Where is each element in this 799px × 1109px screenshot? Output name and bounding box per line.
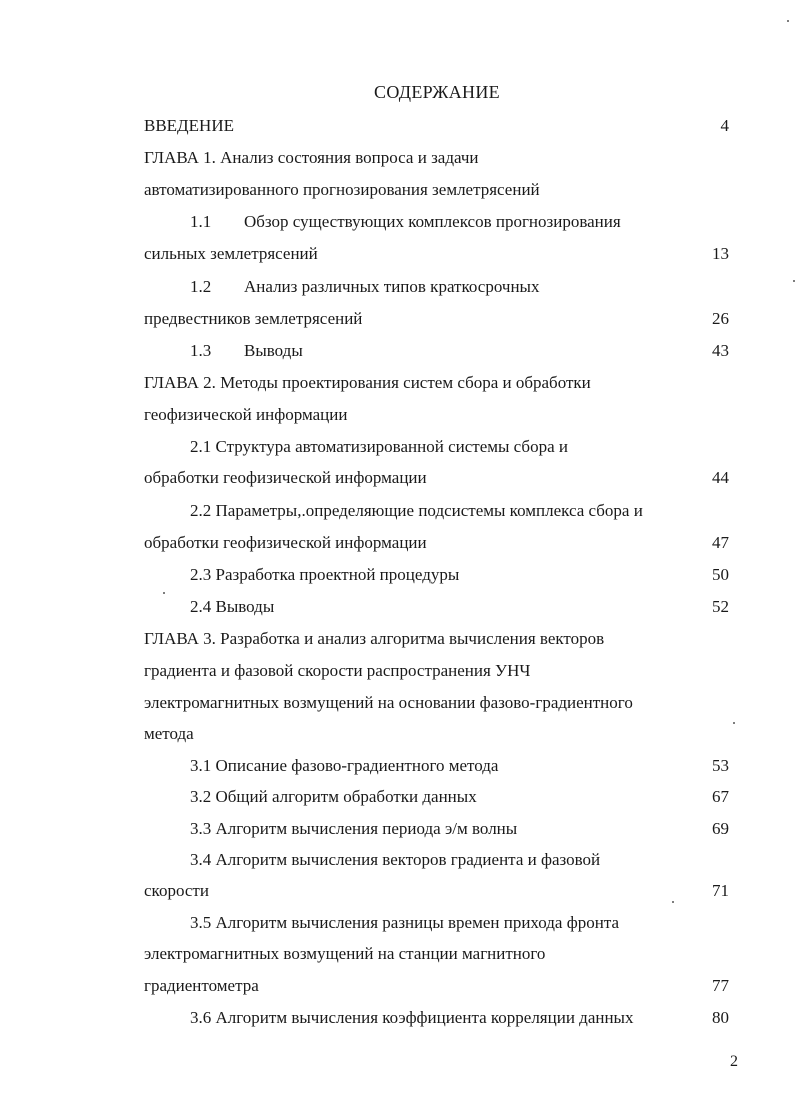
toc-3-5-page: 77 [712,976,729,995]
toc-ch3-heading-line4: метода [144,724,194,743]
scan-speck [672,901,674,903]
toc-3-4-title-line1: 3.4 Алгоритм вычисления векторов градиента и фазовой [190,850,601,869]
toc-2-1-page: 44 [712,468,729,487]
toc-ch3-heading-line3: электромагнитных возмущений на основании фазово-градиентного [144,693,633,712]
toc-ch1-heading-line1: ГЛАВА 1. Анализ состояния вопроса и задачи [144,148,479,167]
scan-speck [163,592,165,594]
toc-3-5-title-line3: градиентометра [144,976,259,995]
toc-ch3-heading-line2: градиента и фазовой скорости распространения УНЧ [144,661,531,680]
toc-ch2-heading-line2: геофизической информации [144,405,348,424]
toc-2-3-page: 50 [712,565,729,584]
toc-3-6-page: 80 [712,1008,729,1027]
toc-1-2-page: 26 [712,309,729,328]
toc-1-3-page: 43 [712,341,729,360]
toc-1-1-number: 1.1 [190,212,212,231]
toc-1-1-title-line2: сильных землетрясений [144,244,318,263]
toc-intro-label: ВВЕДЕНИЕ [144,116,234,135]
toc-3-3-page: 69 [712,819,729,838]
toc-intro-page: 4 [720,116,729,135]
toc-ch1-heading-line2: автоматизированного прогнозирования землетрясений [144,180,540,199]
toc-1-3-number: 1.3 [190,341,212,360]
scan-speck [793,280,795,282]
toc-1-1-title-line1: Обзор существующих комплексов прогнозирования [244,212,621,231]
toc-1-2-title-line2: предвестников землетрясений [144,309,363,328]
toc-3-2-title: 3.2 Общий алгоритм обработки данных [190,787,477,806]
toc-1-2-number: 1.2 [190,277,212,296]
toc-3-6-title: 3.6 Алгоритм вычисления коэффициента корреляции данных [190,1008,634,1027]
toc-3-1-title: 3.1 Описание фазово-градиентного метода [190,756,499,775]
toc-1-2-title-line1: Анализ различных типов краткосрочных [244,277,540,296]
toc-3-2-page: 67 [712,787,729,806]
toc-3-3-title: 3.3 Алгоритм вычисления периода э/м волны [190,819,518,838]
toc-2-3-title: 2.3 Разработка проектной процедуры [190,565,460,584]
toc-2-2-title-line1: 2.2 Параметры,.определяющие подсистемы комплекса сбора и [190,501,643,520]
toc-3-5-title-line2: электромагнитных возмущений на станции магнитного [144,944,546,963]
scan-speck [787,20,789,22]
page-title: СОДЕРЖАНИЕ [374,82,500,102]
toc-2-4-page: 52 [712,597,729,616]
toc-2-2-title-line2: обработки геофизической информации [144,533,427,552]
toc-3-1-page: 53 [712,756,729,775]
scan-speck [733,722,735,724]
toc-ch3-heading-line1: ГЛАВА 3. Разработка и анализ алгоритма вычисления векторов [144,629,605,648]
toc-3-4-title-line2: скорости [144,881,209,900]
toc-3-5-title-line1: 3.5 Алгоритм вычисления разницы времен прихода фронта [190,913,620,932]
toc-1-3-title: Выводы [244,341,303,360]
toc-2-2-page: 47 [712,533,729,552]
page-number: 2 [730,1053,738,1070]
toc-2-4-title: 2.4 Выводы [190,597,275,616]
toc-1-1-page: 13 [712,244,729,263]
toc-ch2-heading-line1: ГЛАВА 2. Методы проектирования систем сбора и обработки [144,373,591,392]
toc-2-1-title-line1: 2.1 Структура автоматизированной системы сбора и [190,437,568,456]
toc-2-1-title-line2: обработки геофизической информации [144,468,427,487]
toc-3-4-page: 71 [712,881,729,900]
